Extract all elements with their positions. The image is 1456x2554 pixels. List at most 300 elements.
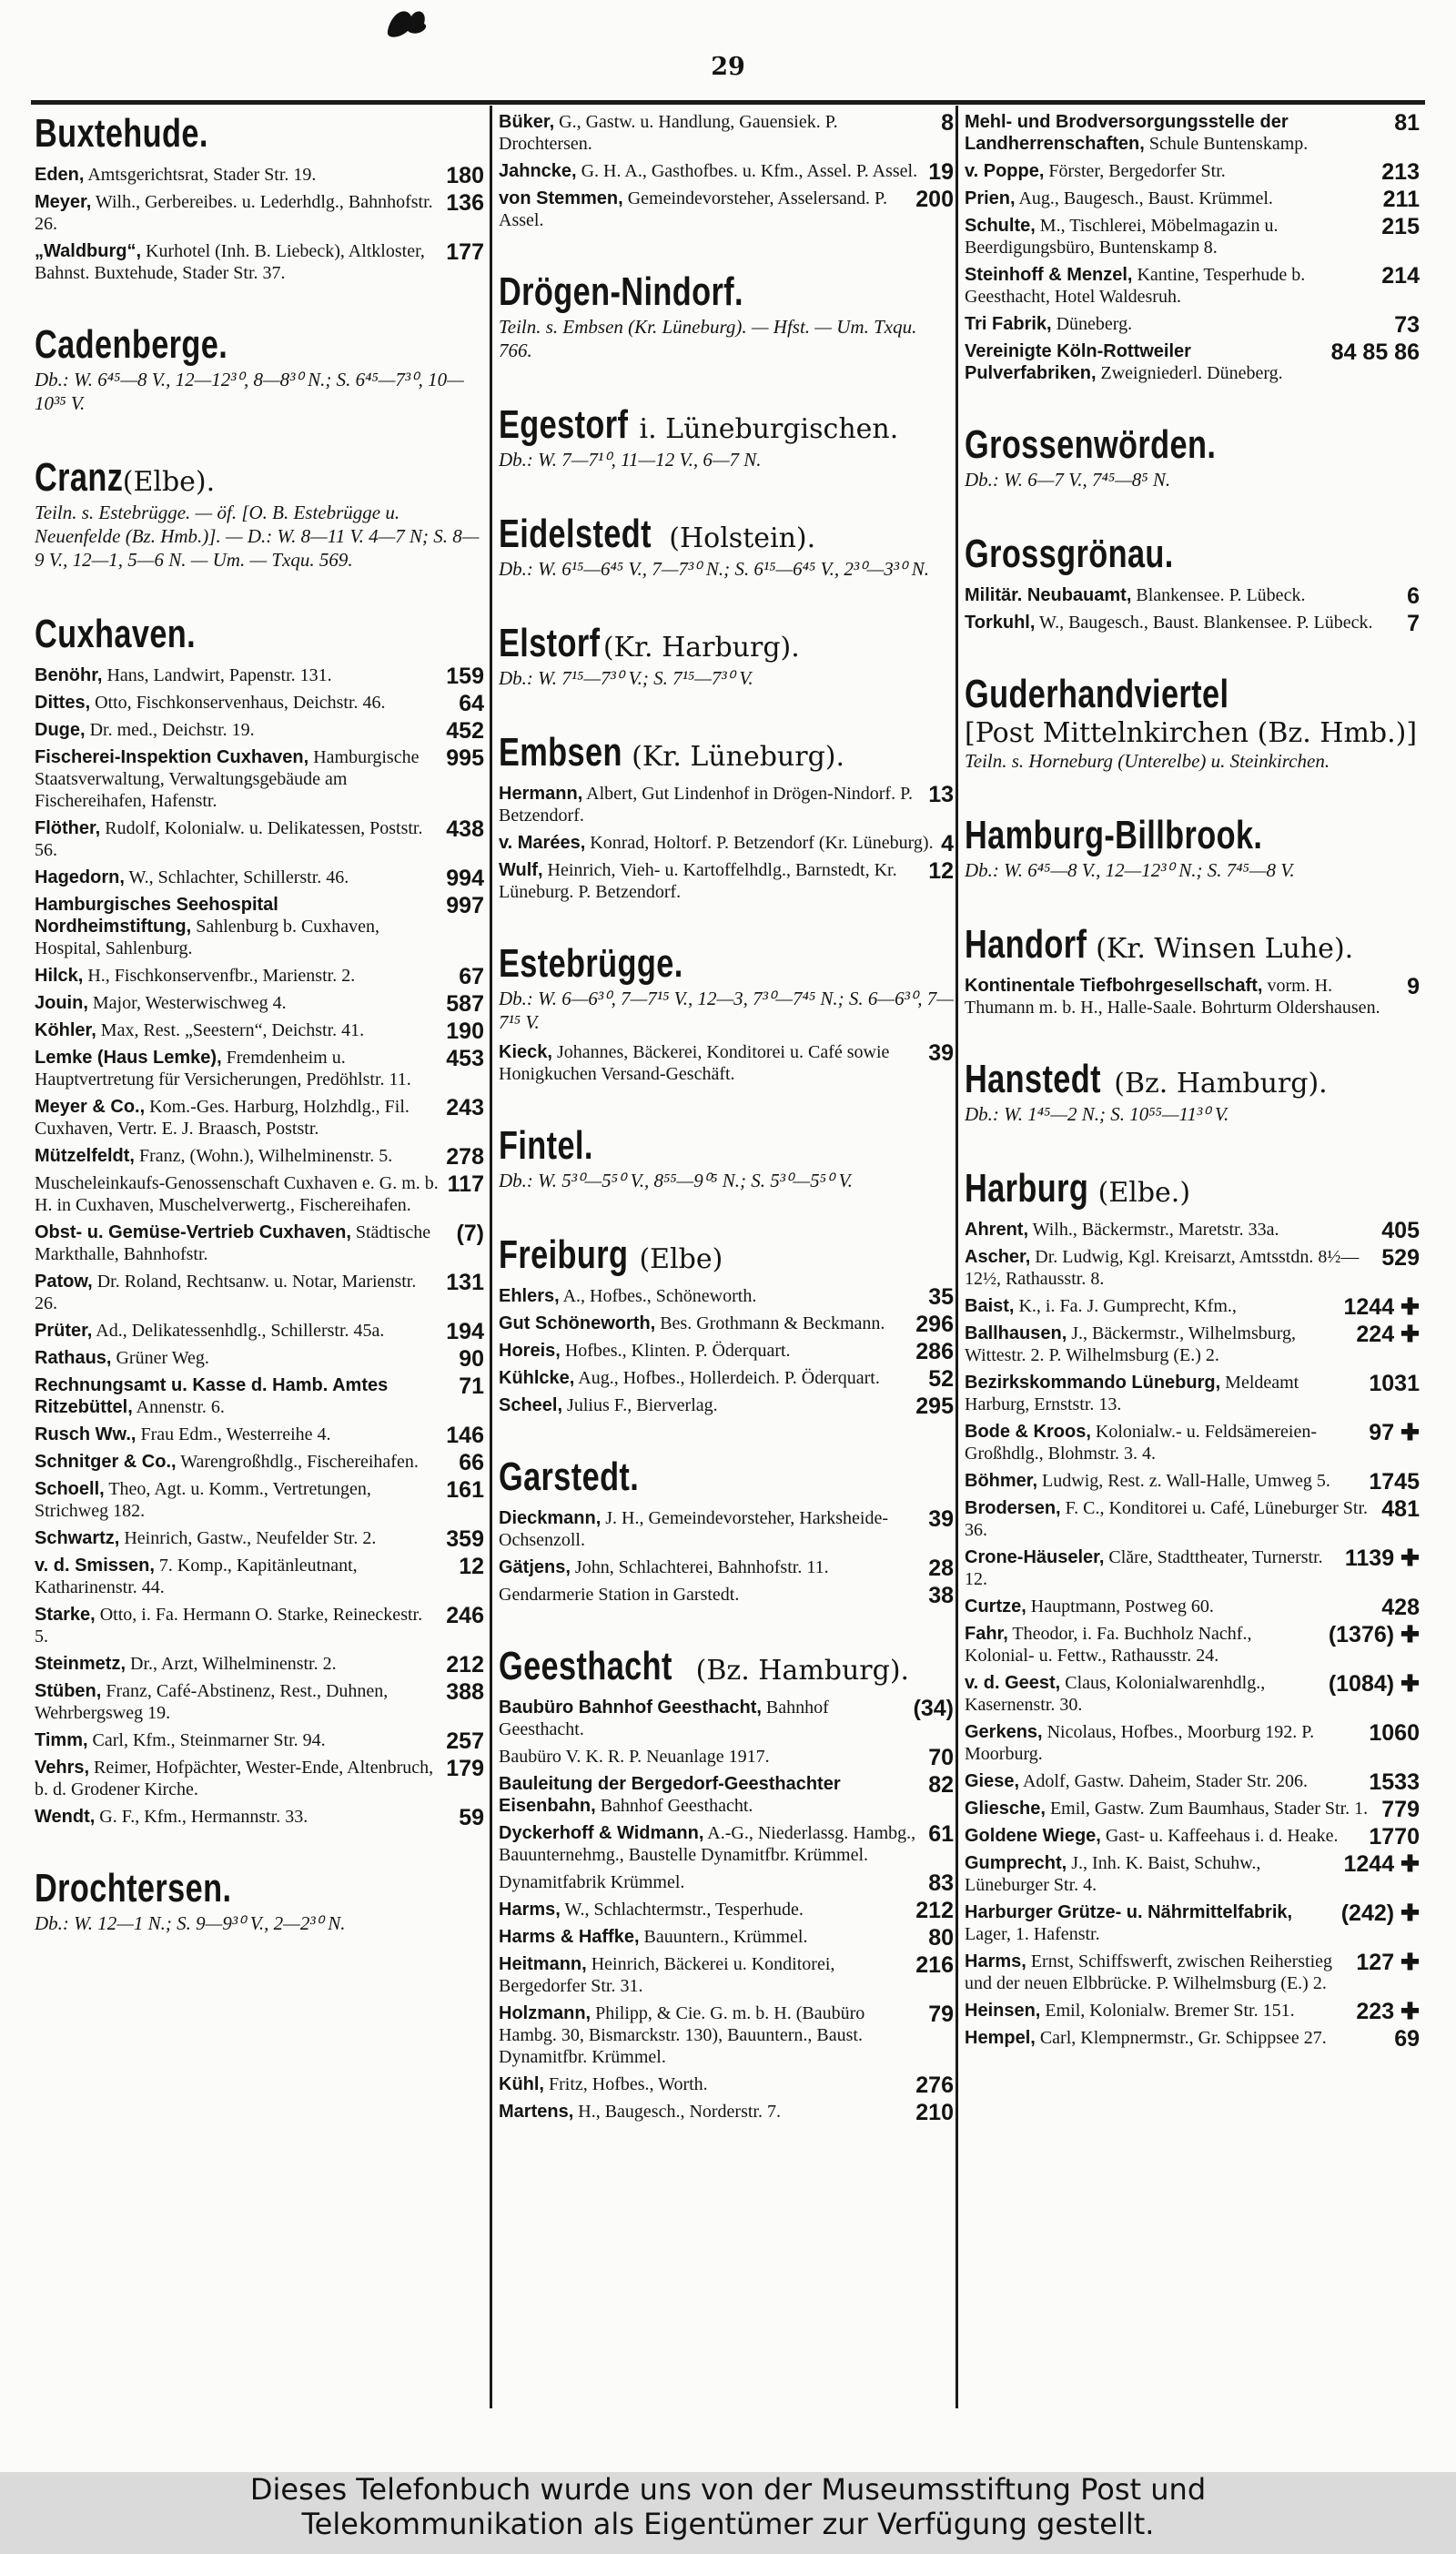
service-hours: Teiln. s. Estebrügge. — öf. [O. B. Estebrügge u. Neuenfelde (Bz. Hmb.)]. — D.: W. 8—11 V. 4—7 N; S. 8—9 V., 12—1, 5—6 N. — Um. — Txqu. 569. [35, 502, 480, 571]
town-heading [35, 422, 484, 579]
directory-entry [965, 1852, 1420, 1896]
entry-text: Gliesche, Emil, Gastw. Zum Baumhaus, Stader Str. 1. [965, 1799, 1369, 1819]
header-rule [31, 100, 1425, 105]
entry-text: Curtze, Hauptmann, Postweg 60. [965, 1596, 1214, 1617]
entry-text: Starke, Otto, i. Fa. Hermann O. Starke, Reineckestr. 5. [35, 1605, 423, 1647]
entry-text: Hamburgisches Seehospital Nordheimstiftung, Sahlenburg b. Cuxhaven, Hospital, Sahlenburg. [35, 895, 380, 958]
directory-entry [965, 159, 1420, 185]
phone-number: 529 [1381, 1245, 1420, 1271]
phone-number: 13 [928, 782, 954, 807]
entry-text: Heinsen, Emil, Kolonialw. Bremer Str. 151. [965, 2001, 1295, 2021]
phone-number: 97 ✚ [1369, 1420, 1420, 1445]
town-heading [499, 1422, 954, 1507]
phone-number: 127 ✚ [1356, 1950, 1420, 1975]
directory-entry [35, 1806, 484, 1828]
town-name: Drochtersen. [35, 1866, 232, 1910]
entry-text: Timm, Carl, Kfm., Steinmarner Str. 94. [35, 1730, 326, 1750]
phone-number: 587 [446, 991, 484, 1017]
service-hours: Db.: W. 5³⁰—5⁵⁰ V., 8⁵⁵—9⁰⁵ N.; S. 5³⁰—5⁵⁰ V. [499, 1170, 853, 1191]
phone-number: 295 [915, 1394, 954, 1419]
phone-number: (7) [456, 1221, 484, 1246]
phone-number: 79 [928, 2002, 954, 2027]
entry-text: Ehlers, A., Hofbes., Schöneworth. [499, 1286, 757, 1306]
directory-entry [965, 1219, 1420, 1241]
entry-text: Prien, Aug., Baugesch., Baust. Krümmel. [965, 188, 1273, 208]
phone-number: 82 [928, 1772, 954, 1798]
service-hours: Teiln. s. Horneburg (Unterelbe) u. Steinkirchen. [965, 750, 1330, 772]
entry-text: Martens, H., Baugesch., Norderstr. 7. [499, 2102, 781, 2122]
entry-text: Duge, Dr. med., Deichstr. 19. [35, 720, 255, 740]
town-qualifier: (Elbe) [639, 1243, 723, 1275]
town-name: Geesthacht [499, 1644, 672, 1688]
town-heading [965, 889, 1420, 975]
entry-text: Vereinigte Köln-Rottweiler Pulverfabriken, Zweigniederl. Düneberg. [965, 341, 1283, 383]
directory-entry [35, 1680, 484, 1724]
entry-text: Dieckmann, J. H., Gemeindevorsteher, Harksheide-Ochsenzoll. [499, 1508, 889, 1550]
directory-entry [499, 2002, 954, 2068]
phone-number: 67 [459, 964, 484, 989]
town-qualifier: i. Lüneburgischen. [639, 413, 899, 445]
directory-entry [35, 1221, 484, 1265]
directory-entry [35, 1653, 484, 1675]
entry-text: Muscheleinkaufs-Genossenschaft Cuxhaven e. G. m. b. H. in Cuxhaven, Muschelverwertg., Fischereihafen. [35, 1173, 439, 1215]
directory-entry [965, 1469, 1420, 1495]
phone-number: 1770 [1369, 1824, 1420, 1850]
town-name: Garstedt. [499, 1454, 640, 1499]
entry-text: Ballhausen, J., Bäckermstr., Wilhelmsburg, Wittestr. 2. P. Wilhelmsburg (E.) 2. [965, 1323, 1297, 1365]
phone-number: 243 [446, 1095, 484, 1120]
town-name: Handorf [965, 922, 1087, 967]
column-divider [956, 106, 958, 2408]
phone-number: (34) [913, 1696, 954, 1721]
entry-text: v. Poppe, Förster, Bergedorfer Str. [965, 161, 1226, 181]
phone-number: 81 [1394, 111, 1420, 136]
phone-number: 39 [928, 1506, 954, 1532]
entry-text: Harms & Haffke, Bauuntern., Krümmel. [499, 1927, 808, 1947]
entry-text: Dynamitfabrik Krümmel. [499, 1872, 685, 1892]
directory-entry [35, 1526, 484, 1552]
directory-entry [965, 111, 1420, 155]
phone-number: 64 [459, 691, 484, 716]
phone-number: 35 [928, 1284, 954, 1310]
directory-entry [965, 1721, 1420, 1765]
directory-entry [499, 1899, 954, 1921]
town-qualifier: (Kr. Winsen Luhe). [1096, 933, 1354, 965]
directory-entry [499, 1697, 954, 1740]
town-heading [965, 639, 1420, 780]
town-qualifier: (Kr. Harburg). [602, 632, 800, 664]
phone-number: 210 [915, 2100, 954, 2125]
town-heading [965, 780, 1420, 889]
phone-number: 179 [446, 1756, 484, 1781]
entry-text: Gendarmerie Station in Garstedt. [499, 1585, 740, 1605]
directory-entry [499, 159, 954, 185]
phone-number: 1139 ✚ [1344, 1546, 1420, 1571]
town-heading [965, 1024, 1420, 1133]
entry-text: Mützelfeldt, Franz, (Wohn.), Wilhelminenstr. 5. [35, 1146, 393, 1166]
entry-text: Jouin, Major, Westerwischweg 4. [35, 993, 287, 1013]
phone-number: 995 [446, 745, 484, 771]
directory-entry [35, 191, 484, 235]
entry-text: Rechnungsamt u. Kasse d. Hamb. Amtes Ritzebüttel, Annenstr. 6. [35, 1375, 389, 1417]
phone-number: 9 [1407, 974, 1420, 999]
entry-text: Gumprecht, J., Inh. K. Baist, Schuhw., Lüneburger Str. 4. [965, 1853, 1261, 1895]
entry-text: v. d. Geest, Claus, Kolonialwarenhdlg., Kasernenstr. 30. [965, 1673, 1266, 1715]
entry-text: Giese, Adolf, Gastw. Daheim, Stader Str. 206. [965, 1771, 1309, 1791]
entry-text: Harms, W., Schlachtermstr., Tesperhude. [499, 1900, 804, 1920]
phone-number: 136 [446, 190, 484, 216]
town-name: Freiburg [499, 1232, 629, 1277]
town-name: Drögen-Nindorf. [499, 269, 743, 314]
town-qualifier: (Bz. Hamburg). [1114, 1068, 1328, 1100]
directory-entry [35, 1172, 484, 1216]
service-hours: Db.: W. 6⁴⁵—8 V., 12—12³⁰ N.; S. 7⁴⁵—8 V. [965, 859, 1295, 881]
phone-number: (1376) ✚ [1328, 1622, 1420, 1647]
entry-text: Benöhr, Hans, Landwirt, Papenstr. 131. [35, 665, 332, 685]
phone-number: 6 [1407, 583, 1420, 609]
entry-text: Steinmetz, Dr., Arzt, Wilhelminenstr. 2. [35, 1654, 337, 1674]
entry-text: Harms, Ernst, Schiffswerft, zwischen Reiherstieg und der neuen Elbbrücke. P. Wilhelmsburg (E.) 2. [965, 1951, 1333, 1993]
entry-text: Gerkens, Nicolaus, Hofbes., Moorburg 192. P. Moorburg. [965, 1722, 1315, 1764]
directory-entry [35, 718, 484, 744]
directory-entry [499, 1340, 954, 1362]
phone-number: 12 [928, 858, 954, 884]
town-name: Buxtehude. [35, 111, 208, 156]
directory-entry [965, 1824, 1420, 1850]
directory-entry [35, 1096, 484, 1140]
town-qualifier: (Bz. Hamburg). [695, 1655, 910, 1687]
phone-number: 8 [941, 111, 954, 136]
entry-text: Kühl, Fritz, Hofbes., Worth. [499, 2074, 708, 2094]
entry-text: Baubüro V. K. R. P. Neuanlage 1917. [499, 1747, 770, 1767]
directory-entry [965, 187, 1420, 212]
directory-entry [35, 164, 484, 186]
directory-entry [965, 340, 1420, 384]
town-name: Cadenberge. [35, 322, 228, 367]
town-heading [499, 697, 954, 783]
phone-number: 212 [446, 1652, 484, 1677]
directory-entry [965, 1901, 1420, 1945]
phone-number: 19 [928, 159, 954, 185]
phone-number: 146 [446, 1423, 484, 1448]
directory-entry [35, 1346, 484, 1372]
directory-entry [35, 1478, 484, 1522]
directory-entry [965, 1672, 1420, 1716]
directory-entry [499, 1312, 954, 1337]
phone-number: 481 [1381, 1496, 1420, 1522]
entry-text: Böhmer, Ludwig, Rest. z. Wall-Halle, Umweg 5. [965, 1471, 1330, 1491]
town-qualifier: (Holstein). [669, 522, 816, 554]
entry-text: Eden, Amtsgerichtsrat, Stader Str. 19. [35, 165, 317, 185]
service-hours: Db.: W. 6—7 V., 7⁴⁵—8⁵ N. [965, 469, 1171, 491]
entry-text: Fahr, Theodor, i. Fa. Buchholz Nachf., Kolonial- u. Fettw., Rathausstr. 24. [965, 1624, 1252, 1666]
service-hours: Teiln. s. Embsen (Kr. Lüneburg). — Hfst. — Um. Txqu. 766. [499, 316, 917, 361]
directory-entry [965, 1797, 1420, 1822]
directory-entry [35, 664, 484, 689]
service-hours: Db.: W. 6¹⁵—6⁴⁵ V., 7—7³⁰ N.; S. 6¹⁵—6⁴⁵ V., 2³⁰—3³⁰ N. [499, 558, 929, 580]
entry-text: von Stemmen, Gemeindevorsteher, Asselersand. P. Assel. [499, 188, 887, 230]
directory-entry [965, 2000, 1420, 2022]
phone-number: 69 [1394, 2026, 1420, 2052]
directory-entry [965, 1294, 1420, 1320]
directory-entry [965, 312, 1420, 338]
phone-number: 453 [446, 1046, 484, 1071]
phone-number: 1244 ✚ [1343, 1294, 1420, 1320]
phone-number: 84 85 86 [1330, 340, 1420, 365]
directory-entry [35, 894, 484, 959]
directory-entry [965, 1769, 1420, 1795]
phone-number: 161 [446, 1477, 484, 1503]
directory-entry [35, 1374, 484, 1418]
phone-number: 190 [446, 1019, 484, 1044]
entry-text: Bezirkskommando Lüneburg, Meldeamt Harburg, Ernststr. 13. [965, 1373, 1299, 1414]
phone-number: 1244 ✚ [1343, 1851, 1420, 1877]
phone-number: 83 [928, 1870, 954, 1896]
entry-text: Jahncke, G. H. A., Gasthofbes. u. Kfm., Assel. P. Assel. [499, 161, 918, 181]
directory-entry [499, 187, 954, 231]
entry-text: Lemke (Haus Lemke), Fremdenheim u. Hauptvertretung für Versicherungen, Predöhlstr. 11. [35, 1048, 411, 1090]
town-heading [35, 111, 484, 164]
town-heading [499, 1090, 954, 1200]
phone-number: 296 [915, 1312, 954, 1337]
directory-entry [35, 866, 484, 891]
phone-number: 7 [1407, 611, 1420, 636]
town-heading [35, 1833, 484, 1942]
directory-entry [35, 746, 484, 812]
entry-text: Bauleitung der Bergedorf-Geesthachter Eisenbahn, Bahnhof Geesthacht. [499, 1774, 841, 1816]
directory-entry [499, 1773, 954, 1817]
footer-line-2: Telekommunikation als Eigentümer zur Verfügung gestellt. [301, 2507, 1155, 2541]
town-name: Grossenwörden. [965, 422, 1217, 467]
town-name: Hanstedt [965, 1057, 1101, 1101]
column-2 [499, 111, 954, 2414]
phone-number: 223 ✚ [1356, 1999, 1420, 2024]
directory-entry [499, 1556, 954, 1581]
page-number: 29 [711, 53, 745, 81]
phone-number: 180 [446, 163, 484, 188]
phone-number: 177 [446, 239, 484, 265]
footer-notice [0, 2472, 1456, 2554]
directory-entry [965, 975, 1420, 1019]
directory-entry [965, 1246, 1420, 1290]
service-hours: Db.: W. 6—6³⁰, 7—7¹⁵ V., 12—3, 7³⁰—7⁴⁵ N.; S. 6—6³⁰, 7—7¹⁵ V. [499, 988, 954, 1033]
town-qualifier: (Kr. Lüneburg). [632, 741, 845, 773]
directory-entry [499, 111, 954, 155]
town-heading [499, 588, 954, 697]
entry-text: Horeis, Hofbes., Klinten. P. Öderquart. [499, 1341, 791, 1361]
phone-number: 359 [446, 1526, 484, 1552]
phone-number: 61 [928, 1821, 954, 1847]
entry-text: Büker, G., Gastw. u. Handlung, Gauensiek. P. Drochtersen. [499, 112, 838, 154]
entry-text: Kontinentale Tiefbohrgesellschaft, vorm. H. Thumann m. b. H., Halle-Saale. Bohrturm Oldershausen. [965, 976, 1380, 1018]
service-hours: Db.: W. 6⁴⁵—8 V., 12—12³⁰, 8—8³⁰ N.; S. 6⁴⁵—7³⁰, 10—10³⁵ V. [35, 369, 464, 414]
entry-text: Baist, K., i. Fa. J. Gumprecht, Kfm., [965, 1296, 1237, 1316]
entry-text: Schoell, Theo, Agt. u. Komm., Vertretungen, Strichweg 182. [35, 1479, 371, 1521]
town-heading [499, 908, 954, 1041]
directory-entry [499, 1284, 954, 1310]
footer-line-1: Dieses Telefonbuch wurde uns von der Museumsstiftung Post und [249, 2472, 1207, 2507]
entry-text: Crone-Häuseler, Clăre, Stadttheater, Turnerstr. 12. [965, 1547, 1323, 1589]
phone-number: 38 [928, 1583, 954, 1608]
town-name: Guderhandviertel [965, 672, 1229, 716]
entry-text: Meyer, Wilh., Gerbereibes. u. Lederhdlg., Bahnhofstr. 26. [35, 192, 433, 234]
phone-number: 246 [446, 1603, 484, 1628]
phone-number: 286 [915, 1339, 954, 1364]
phone-number: (242) ✚ [1340, 1900, 1420, 1926]
directory-entry [965, 1595, 1420, 1620]
directory-entry [965, 1421, 1420, 1464]
phone-number: 12 [459, 1554, 484, 1579]
phone-number: 214 [1381, 263, 1420, 289]
phone-number: 215 [1381, 214, 1420, 239]
entry-text: Militär. Neubauamt, Blankensee. P. Lübeck. [965, 585, 1306, 605]
entry-text: Meyer & Co., Kom.-Ges. Harburg, Holzhdlg., Fil. Cuxhaven, Vertr. E. J. Braasch, Poststr. [35, 1097, 410, 1139]
phone-number: 388 [446, 1679, 484, 1705]
directory-entry [499, 1953, 954, 1997]
directory-entry [499, 1507, 954, 1551]
phone-number: 1745 [1369, 1469, 1420, 1495]
directory-entry [35, 1144, 484, 1170]
directory-entry [965, 1497, 1420, 1541]
entry-text: Mehl- und Brodversorgungsstelle der Landherrenschaften, Schule Buntenskamp. [965, 112, 1309, 154]
entry-text: Rusch Ww., Frau Edm., Westerreihe 4. [35, 1424, 331, 1444]
phone-number: 4 [941, 831, 954, 856]
directory-entry [499, 1041, 954, 1085]
directory-entry [499, 1746, 954, 1768]
phone-number: 1533 [1369, 1769, 1420, 1795]
phone-number: 276 [915, 2073, 954, 2098]
directory-entry [965, 1546, 1420, 1590]
town-qualifier: (Elbe). [122, 466, 216, 498]
directory-entry [35, 1019, 484, 1044]
town-heading [499, 479, 954, 588]
phone-number: 257 [446, 1728, 484, 1754]
town-name: Hamburg-Billbrook. [965, 813, 1263, 857]
directory-entry [35, 1423, 484, 1448]
entry-text: Obst- u. Gemüse-Vertrieb Cuxhaven, Städtische Markthalle, Bahnhofstr. [35, 1222, 431, 1264]
phone-number: 131 [446, 1270, 484, 1295]
entry-text: Schwartz, Heinrich, Gastw., Neufelder Str. 2. [35, 1528, 377, 1548]
entry-text: v. d. Smissen, 7. Komp., Kapitänleutnant, Katharinenstr. 44. [35, 1556, 358, 1597]
phone-number: 779 [1381, 1797, 1420, 1822]
town-name: Fintel. [499, 1123, 593, 1168]
town-heading [499, 1611, 954, 1697]
town-qualifier: (Elbe.) [1097, 1177, 1191, 1209]
town-name: Embsen [499, 730, 622, 775]
entry-text: Hilck, H., Fischkonservenfbr., Marienstr. 2. [35, 966, 356, 986]
entry-text: Tri Fabrik, Düneberg. [965, 314, 1133, 334]
entry-text: Patow, Dr. Roland, Rechtsanw. u. Notar, Marienstr. 26. [35, 1272, 417, 1313]
directory-entry [35, 965, 484, 987]
phone-number: 452 [446, 718, 484, 744]
phone-number: (1084) ✚ [1328, 1671, 1420, 1697]
phone-number: 1060 [1369, 1720, 1420, 1746]
town-heading [35, 579, 484, 664]
entry-text: v. Marées, Konrad, Holtorf. P. Betzendorf (Kr. Lüneburg). [499, 833, 934, 853]
phone-number: 224 ✚ [1356, 1322, 1420, 1347]
town-name: Cuxhaven. [35, 612, 197, 656]
ink-blot-mark [380, 4, 435, 40]
entry-text: „Waldburg“, Kurhotel (Inh. B. Liebeck), Altkloster, Bahnst. Buxtehude, Stader Str. 37. [35, 241, 425, 283]
phone-number: 28 [928, 1556, 954, 1581]
phone-number: 428 [1381, 1595, 1420, 1620]
directory-entry [499, 832, 954, 854]
directory-entry [35, 1320, 484, 1342]
entry-text: Baubüro Bahnhof Geesthacht, Bahnhof Geesthacht. [499, 1698, 829, 1739]
phone-number: 405 [1381, 1218, 1420, 1243]
town-name: Egestorf [499, 402, 629, 447]
phone-number: 159 [446, 664, 484, 689]
entry-text: Wendt, G. F., Kfm., Hermannstr. 33. [35, 1807, 308, 1827]
entry-text: Scheel, Julius F., Bierverlag. [499, 1395, 718, 1415]
town-heading [965, 390, 1420, 499]
column-1 [35, 111, 484, 2414]
directory-entry [35, 991, 484, 1017]
phone-number: 994 [446, 866, 484, 891]
directory-entry [965, 583, 1420, 609]
phone-number: 73 [1394, 312, 1420, 338]
phone-number: 200 [915, 187, 954, 212]
directory-entry [35, 1451, 484, 1473]
town-name: Harburg [965, 1166, 1089, 1211]
entry-text: Steinhoff & Menzel, Kantine, Tesperhude b. Geesthacht, Hotel Waldesruh. [965, 265, 1306, 307]
directory-entry [35, 1757, 484, 1800]
directory-entry [965, 1323, 1420, 1366]
directory-entry [965, 264, 1420, 308]
phone-number: 70 [928, 1745, 954, 1770]
phone-number: 278 [446, 1144, 484, 1170]
entry-text: Ascher, Dr. Ludwig, Kgl. Kreisarzt, Amtsstdn. 8½—12½, Rathausstr. 8. [965, 1247, 1360, 1289]
directory-entry [35, 1728, 484, 1754]
entry-text: Goldene Wiege, Gast- u. Kaffeehaus i. d. Heake. [965, 1826, 1339, 1846]
directory-entry [499, 1394, 954, 1419]
entry-text: Stüben, Franz, Café-Abstinenz, Rest., Duhnen, Wehrbergsweg 19. [35, 1681, 389, 1723]
directory-entry [499, 1366, 954, 1392]
phone-number: 438 [446, 816, 484, 842]
phone-number: 212 [915, 1898, 954, 1923]
directory-entry [35, 1555, 484, 1598]
entry-text: Köhler, Max, Rest. „Seestern“, Deichstr. 41. [35, 1020, 365, 1040]
entry-text: Bode & Kroos, Kolonialw.- u. Feldsämereien-Großhdlg., Blohmstr. 3. 4. [965, 1422, 1317, 1464]
town-heading [499, 237, 954, 370]
column-divider [490, 106, 492, 2408]
directory-entry [35, 1271, 484, 1314]
town-name: Eidelstedt [499, 512, 652, 556]
town-heading [965, 1133, 1420, 1219]
entry-text: Wulf, Heinrich, Vieh- u. Kartoffelhdlg., Barnstedt, Kr. Lüneburg. P. Betzendorf. [499, 860, 897, 902]
entry-text: Ahrent, Wilh., Bäckermstr., Maretstr. 33a. [965, 1220, 1279, 1240]
entry-text: Gut Schöneworth, Bes. Grothmann & Beckmann. [499, 1313, 885, 1333]
phone-number: 1031 [1369, 1371, 1420, 1396]
directory-entry [499, 1584, 954, 1606]
entry-text: Holzmann, Philipp, & Cie. G. m. b. H. (Baubüro Hambg. 30, Bismarckstr. 130), Bauuntern., Baust. Dynamitfbr. Krümmel. [499, 2003, 865, 2067]
directory-entry [499, 2073, 954, 2098]
directory-entry [35, 1604, 484, 1647]
directory-entry [965, 1372, 1420, 1415]
phone-number: 39 [928, 1040, 954, 1066]
directory-entry [499, 859, 954, 903]
directory-entry [35, 240, 484, 284]
entry-text: Brodersen, F. C., Konditorei u. Café, Lüneburger Str. 36. [965, 1498, 1369, 1540]
town-name: Cranz [35, 455, 124, 500]
entry-text: Hagedorn, W., Schlachter, Schillerstr. 46. [35, 867, 349, 887]
directory-entry [35, 817, 484, 861]
entry-text: Flöther, Rudolf, Kolonialw. u. Delikatessen, Poststr. 56. [35, 818, 423, 860]
phone-number: 194 [446, 1319, 484, 1344]
service-hours: Db.: W. 1⁴⁵—2 N.; S. 10⁵⁵—11³⁰ V. [965, 1103, 1229, 1125]
service-hours: Db.: W. 7—7¹⁰, 11—12 V., 6—7 N. [499, 449, 762, 471]
entry-text: Dittes, Otto, Fischkonservenhaus, Deichstr. 46. [35, 693, 386, 713]
